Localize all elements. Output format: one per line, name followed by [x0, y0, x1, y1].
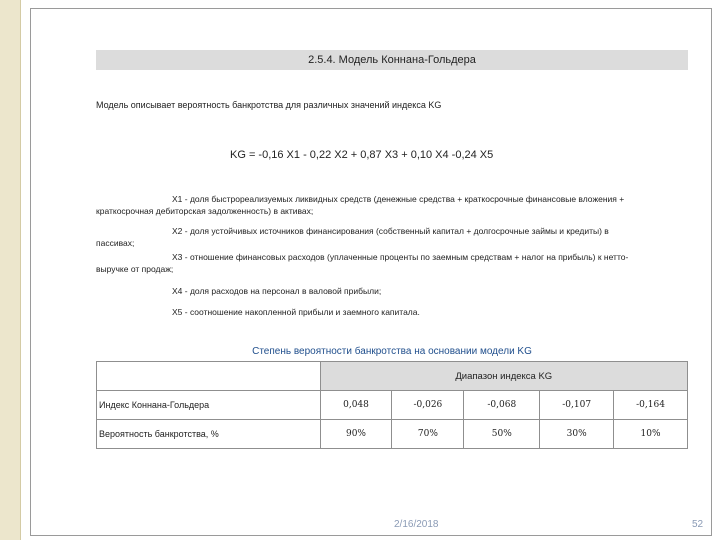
row-label-probability: Вероятность банкротства, %: [97, 420, 321, 449]
definition-x4-line1: X4 - доля расходов на персонал в валовой прибыли;: [172, 286, 382, 296]
table-cell: 70%: [392, 420, 464, 449]
table-cell: 90%: [320, 420, 392, 449]
table-header-row: [97, 362, 688, 391]
definition-x3-line2: выручке от продаж;: [96, 264, 174, 274]
definition-x5: [96, 306, 686, 318]
left-decorative-bar: [0, 0, 21, 540]
table-cell: -0,026: [392, 391, 464, 420]
definition-x4: [96, 285, 686, 297]
footer-date: 2/16/2018: [394, 519, 439, 530]
range-header: Диапазон индекса KG: [320, 362, 687, 391]
kg-formula: KG = -0,16 X1 - 0,22 X2 + 0,87 X3 + 0,10 X4 -0,24 X5: [230, 149, 494, 161]
intro-text: Модель описывает вероятность банкротства для различных значений индекса KG: [96, 100, 442, 110]
page-number: 52: [692, 519, 704, 530]
table-row: [97, 391, 688, 420]
table-cell: -0,068: [464, 391, 540, 420]
definition-x3: [96, 251, 686, 275]
definition-x2-line1: X2 - доля устойчивых источников финансирования (собственный капитал + долгосрочные займы и кредиты) в: [172, 226, 609, 236]
table-row: [97, 420, 688, 449]
table-cell: 30%: [540, 420, 614, 449]
definition-x3-line1: X3 - отношение финансовых расходов (уплаченные проценты по заемным средствам + налог на прибыль) к нетто-: [172, 252, 629, 262]
table-cell: 0,048: [320, 391, 392, 420]
table-cell: -0,107: [540, 391, 614, 420]
row-label-index: Индекс Коннана-Гольдера: [97, 391, 321, 420]
kg-probability-table: [96, 361, 688, 449]
table-caption: Степень вероятности банкротства на основании модели KG: [252, 346, 532, 357]
table-header-empty-cell: [97, 362, 321, 391]
definition-x1: [96, 193, 686, 217]
definition-x5-line1: X5 - соотношение накопленной прибыли и заемного капитала.: [172, 307, 420, 317]
table-cell: 50%: [464, 420, 540, 449]
table-cell: -0,164: [614, 391, 688, 420]
slide-title: 2.5.4. Модель Коннана-Гольдера: [96, 50, 688, 70]
definition-x2: [96, 225, 686, 249]
definition-x2-line2: пассивах;: [96, 238, 135, 248]
table-cell: 10%: [614, 420, 688, 449]
definition-x1-line1: X1 - доля быстрореализуемых ликвидных средств (денежные средства + краткосрочные финансовые вложения +: [172, 194, 625, 204]
definition-x1-line2: краткосрочная дебиторская задолженность) в активах;: [96, 206, 314, 216]
